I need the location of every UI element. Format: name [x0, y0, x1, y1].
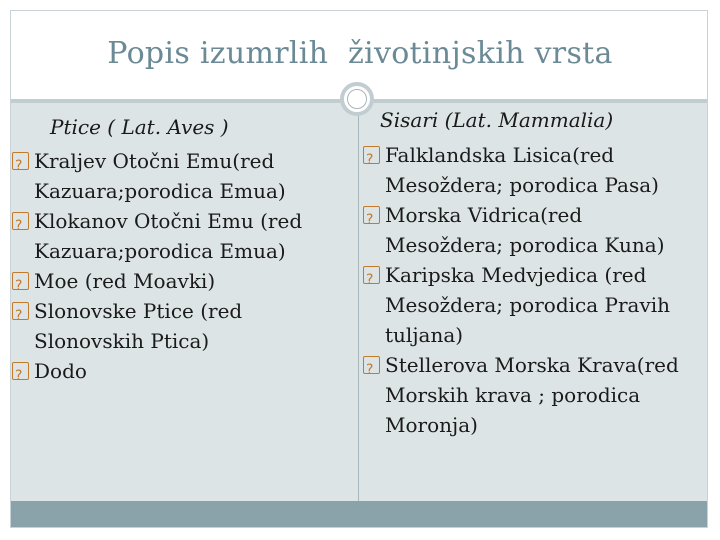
list-item-text: Dodo: [34, 359, 87, 383]
list-item: [363, 200, 698, 260]
list-item: [363, 140, 698, 200]
slide-title: Popis izumrlih životinjskih vrsta: [107, 36, 613, 71]
list-item-text: Kraljev Otočni Emu(red Kazuara;porodica Emua): [34, 149, 286, 203]
list-item: [363, 350, 698, 440]
list-item-text: Slonovske Ptice (red Slonovskih Ptica): [34, 299, 243, 353]
missing-glyph-box-icon: [12, 152, 29, 170]
missing-glyph-box-icon: [12, 212, 29, 230]
missing-glyph-box-icon: [363, 206, 380, 224]
circle-ornament-inner: [347, 89, 367, 109]
list-item-text: Klokanov Otočni Emu (red Kazuara;porodica Emua): [34, 209, 303, 263]
column-divider: [358, 103, 359, 501]
footer-band: [11, 501, 707, 527]
list-item-text: Karipska Medvjedica (red Mesoždera; porodica Pravih tuljana): [385, 263, 671, 347]
missing-glyph-box-icon: [12, 302, 29, 320]
left-column-heading: Ptice ( Lat. Aves ): [50, 115, 229, 139]
missing-glyph-box-icon: [363, 266, 380, 284]
list-item: [12, 206, 332, 266]
missing-glyph-box-icon: [363, 356, 380, 374]
list-item-text: Moe (red Moavki): [34, 269, 216, 293]
missing-glyph-box-icon: [12, 362, 29, 380]
list-item-text: Morska Vidrica(red Mesoždera; porodica Kuna): [385, 203, 665, 257]
list-item-text: Falklandska Lisica(red Mesoždera; porodica Pasa): [385, 143, 659, 197]
right-column-heading: Sisari (Lat. Mammalia): [380, 108, 614, 132]
circle-ornament-icon: [340, 82, 374, 116]
missing-glyph-box-icon: [12, 272, 29, 290]
list-item: [12, 296, 332, 356]
list-item: [12, 266, 332, 296]
list-item: [363, 260, 698, 350]
left-column-list: [12, 146, 332, 386]
missing-glyph-box-icon: [363, 146, 380, 164]
list-item: [12, 146, 332, 206]
list-item: [12, 356, 332, 386]
list-item-text: Stellerova Morska Krava(red Morskih krava ; porodica Moronja): [385, 353, 679, 437]
right-column-list: [363, 140, 698, 440]
